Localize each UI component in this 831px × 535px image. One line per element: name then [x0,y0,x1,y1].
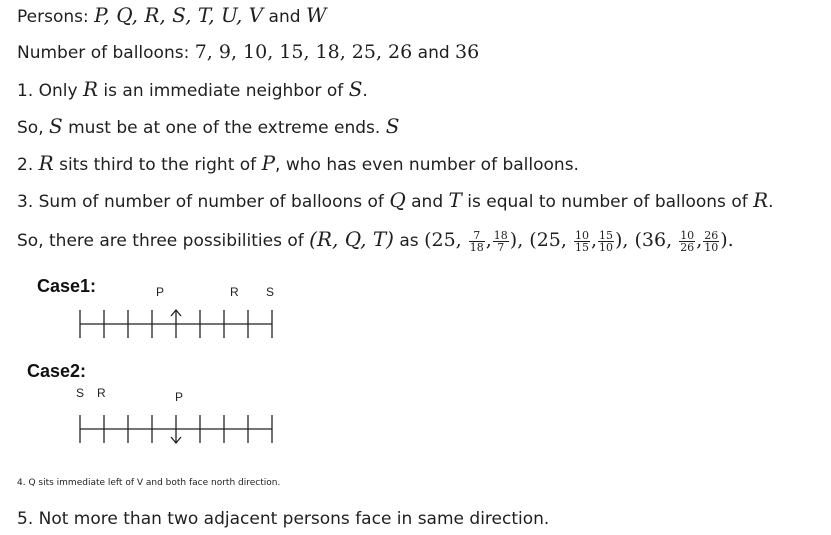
clue-2-r: R [38,151,54,175]
p2-frac2 [598,230,614,253]
inference-1-a: So, [17,118,49,138]
p1-f2-num: 18 [493,228,508,242]
possibilities-tuple: (R, Q, T) [309,227,394,251]
p1-frac2 [493,230,509,253]
clue-4-note: 4. Q sits immediate left of V and both face north direction. [17,478,281,488]
p3-close: ). [720,229,734,251]
case1-s-label: S [266,285,275,299]
inference-1 [17,114,399,140]
case1-seating-diagram [70,300,280,345]
clue-3-c: is equal to number of balloons of [461,192,754,212]
case2-label: Case2: [27,361,87,381]
clue-3-d: . [768,192,774,212]
persons-and: and [263,7,306,27]
possibilities-line: So, there are three possibilities of (R, Q, T) as (25, $\frac{7}{18}$ , $\frac{18}{7}$ ), (25, $\frac{10}{15}$ , $\frac{15}{10}$ ), (36, $\frac{10}{26}$ , $\frac{26}{10}$ ). [17,227,734,254]
clue-3-r: R [753,188,769,212]
clue-1-s: S [348,77,363,101]
p3-open: (36, [634,229,679,251]
possibilities-a: So, there are three possibilities of [17,231,310,251]
balloons-values: 7, 9, 10, 15, 18, 25, 26 [194,41,413,63]
clue-2-a: 2. [17,155,39,175]
p1-close: ), [509,229,530,251]
balloons-prefix: Number of balloons: [17,43,195,63]
clue-1-c: . [362,81,368,101]
clue-3-b: and [405,192,449,212]
clue-1 [17,77,368,103]
balloons-and: and [412,43,456,63]
clue-3 [17,188,774,214]
p2-close: ), [615,229,635,251]
balloons-line [17,40,479,65]
clue-5: 5. Not more than two adjacent persons face in same direction. [17,509,550,529]
p2-frac1 [574,230,590,253]
case2-seating-diagram [70,405,280,453]
possibilities-b: as [393,231,425,251]
persons-line [17,3,327,29]
clue-1-r: R [82,77,99,101]
p2-f1-den: 15 [574,240,589,254]
inference-1-s2: S [385,114,400,138]
clue-1-b: is an immediate neighbor of [98,81,349,101]
clue-3-t: T [448,188,462,212]
case1-p-label: P [156,285,165,299]
case2-s-label: S [76,386,85,400]
p1-frac1 [469,230,485,253]
case1-label: Case1: [37,276,97,296]
clue-2-p: P [261,151,276,175]
p3-f1-den: 26 [680,240,695,254]
p3-f2-den: 10 [704,240,719,254]
clue-1-a: 1. Only [17,81,83,101]
p3-f2-num: 26 [704,228,719,242]
case2-r-label: R [97,386,106,400]
p2-open: (25, [529,229,573,251]
p2-f2-num: 15 [599,228,614,242]
persons-prefix: Persons: [17,7,95,27]
p1-f1-num: 7 [469,230,485,242]
p2-f1-num: 10 [574,228,589,242]
case1-r-label: R [230,285,239,299]
p1-f1-den: 18 [469,240,484,254]
persons-list: P, Q, R, S, T, U, V [94,3,264,27]
p1-f2-den: 7 [497,240,505,254]
clue-2 [17,151,579,177]
p2-f2-den: 10 [599,240,614,254]
clue-3-a: 3. Sum of number of number of balloons of [17,192,390,212]
case2-p-label: P [175,390,184,404]
clue-3-q: Q [389,188,406,212]
clue-2-c: , who has even number of balloons. [275,155,579,175]
p1-open: (25, [424,229,468,251]
balloons-last: 36 [455,41,480,63]
p3-frac1 [679,230,695,253]
p3-f1-num: 10 [680,228,695,242]
persons-last: W [305,3,327,27]
p3-frac2 [703,230,719,253]
inference-1-s: S [49,114,63,138]
inference-1-b: must be at one of the extreme ends. [62,118,386,138]
clue-2-b: sits third to the right of [53,155,262,175]
